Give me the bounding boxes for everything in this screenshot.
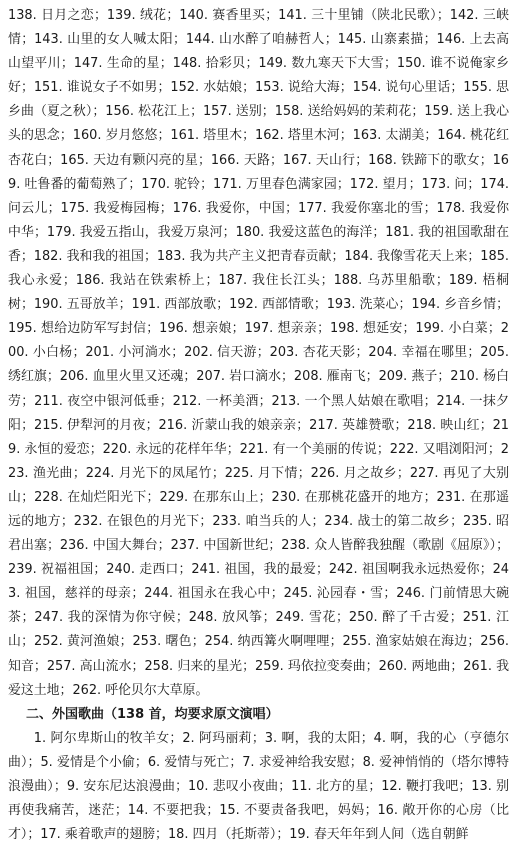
domestic-song-list: 138. 日月之恋；139. 绒花；140. 赛香里买；141. 三十里铺（陕北民歌）；142. 三峡情；143. 山里的女人喊太阳；144. 山水醉了咱赫哲人；145. 山寨素描；146. 上去高山望平川；147. 生命的星；148. 拾彩贝；149. 数九寒天下大雪；150. 谁不说俺家乡好；151. 谁说女子不如男；152. 水姑娘；153. 说给大海；154. 说句心里话；155. 思乡曲（夏之秋）；156. 松花江上；157. 送别；158. 送给妈妈的茉莉花；159. 送上我心头的思念；160. 岁月悠悠；161. 塔里木；162. 塔里木河；163. 太湖美；164. 桃花红杏花白；165. 天边有颗闪亮的星；166. 天路；167. 天山行；168. 铁蹄下的歌女；169. 吐鲁番的葡萄熟了；170. 驼铃；171. 万里春色满家园；172. 望月；173. 问；174. 问云儿；175. 我爱梅园梅；176. 我爱你，中国；177. 我爱你塞北的雪；178. 我爱你中华；179. 我爱五指山，我爱万泉河；180. 我爱这蓝色的海洋；181. 我的祖国歌甜在香；182. 我和我的祖国；183. 我为共产主义把青春贡献；184. 我像雪花天上来；185. 我心永爱；186. 我站在铁索桥上；187. 我住长江头；188. 乌苏里船歌；189. 梧桐树；190. 五哥放羊；191. 西部放歌；192. 西部情歌；193. 洗菜心；194. 乡音乡情；195. 想给边防军写封信；196. 想亲娘；197. 想亲亲；198. 想延安；199. 小白菜；200. 小白杨；201. 小河淌水；202. 信天游；203. 杏花天影；204. 幸福在哪里；205. 绣红旗；206. 血里火里又还魂；207. 岩口滴水；208. 雁南飞；209. 燕子；210. 杨白劳；211. 夜空中银河低垂；212. 一杯美酒；213. 一个黑人姑娘在歌唱；214. 一抹夕阳；215. 伊犁河的月夜；216. 沂蒙山我的娘亲亲；217. 英雄赞歌；218. 映山红；219. 永恒的爱恋；220. 永远的花样年华；221. 有一个美丽的传说；222. 又唱浏阳河；223. 渔光曲；224. 月光下的凤尾竹；225. 月下情；226. 月之故乡；227. 再见了大别山；228. 在灿烂阳光下；229. 在那东山上；230. 在那桃花盛开的地方；231. 在那遥远的地方；232. 在银色的月光下；233. 咱当兵的人；234. 战士的第二故乡；235. 昭君出塞；236. 中国大舞台；237. 中国新世纪；238. 众人皆醉我独醒（歌剧《屈原》）；239. 祝福祖国；240. 走西口；241. 祖国，我的最爱；242. 祖国啊我永远热爱你；243. 祖国，慈祥的母亲；244. 祖国永在我心中；245. 沁园春・雪；246. 门前情思大碗茶；247. 我的深情为你守候；248. 放风筝；249. 雪花；250. 醉了千古爱；251. 江山；252. 黄河渔娘；253. 曙色；254. 纳西篝火啊哩哩；255. 渔家姑娘在海边；256. 知音；257. 高山流水；258. 归来的星光；259. 玛依拉变奏曲；260. 两地曲；261. 我爱这土地；262. 呼伦贝尔大草原。: [8, 8, 509, 698]
section-heading-foreign-songs: 二、外国歌曲（138 首，均要求原文演唱）: [26, 706, 279, 722]
foreign-song-list: 1. 阿尔卑斯山的牧羊女；2. 阿玛丽莉；3. 啊，我的太阳；4. 啊，我的心（亨德尔曲）；5. 爱情是个小偷；6. 爱情与死亡；7. 求爱神给我安慰；8. 爱神悄悄的（塔尔博特浪漫曲）；9. 安东尼达浪漫曲；10. 悲叹小夜曲；11. 北方的星；12. 鞭打我吧；13. 别再使我痛苦，迷茫；14. 不要把我；15. 不要责备我吧，妈妈；16. 敞开你的心房（比才）；17. 乘着歌声的翅膀；18. 四月（托斯蒂）；19. 春天年年到人间（选自朝鲜: [8, 730, 509, 843]
